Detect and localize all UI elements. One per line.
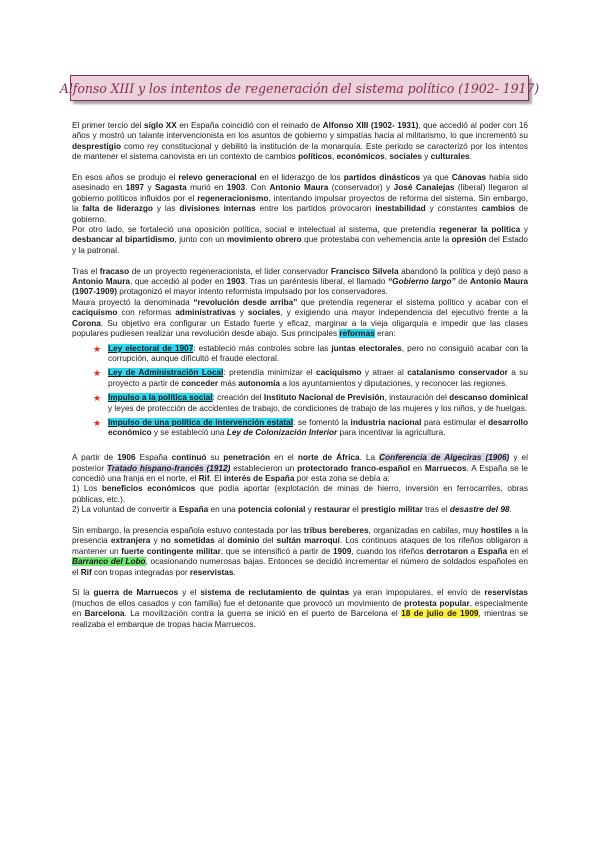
paragraph: 1) Los beneficios económicos que podía aportar (explotación de minas de hierro, inversión en ferrocarriles, obras públicas, etc.). (72, 484, 528, 504)
list-item (93, 393, 529, 414)
page-title: Alfonso XIII y los intentos de regeneración del sistema político (1902- 1917) (59, 80, 540, 96)
title-box (59, 75, 540, 101)
paragraph: Tras el fracaso de un proyecto regeneracionista, el líder conservador Francisco Silvela abandonó la política y dejó paso a Antonio Maura, que accedió al poder en 1903. Tras un paréntesis liberal, el llamado “Gobierno largo” de Antonio Maura (1907-1909) protagonizó el mayor intento reformista impulsado por los conservadores. (72, 266, 529, 297)
paragraph: Sin embargo, la presencia española estuvo contestada por las tribus bereberes, organizadas en cabilas, muy hostiles a la presencia extranjera y no sometidas al dominio del sultán marroquí. Los continuos ataques de los rifeños obligaron a mantener un fuerte contingente militar, que se intensificó a partir de 1909, cuando los rifeños derrotaron a España en el Barranco del Lobo, ocasionando numerosas bajas. Entonces se decidió incrementar el número de soldados españoles en el Rif con tropas integradas por reservistas. (72, 525, 529, 577)
paragraph: 2) La voluntad de convertir a España en una potencia colonial y restaurar el prestigio militar tras el desastre del 98. (72, 505, 512, 515)
list-item-text: Impulso de una política de intervención estatal: se fomentó la industria nacional para estimular el desarrollo económico y se estableció una Ley de Colonización Interior para incentivar la agricultura. (108, 417, 528, 438)
document-body (72, 121, 528, 630)
list-item-text: Impulso a la política social: creación del Instituto Nacional de Previsión, instauración del descanso dominical y leyes de protección de accidentes de trabajo, de condiciones de trabajo de las mujeres y los niños, y de huelgas. (108, 393, 529, 413)
red-star-icon: ★ (93, 393, 102, 404)
paragraph: Por otro lado, se fortaleció una oposición política, social e intelectual al sistema, que pretendía regenerar la política y desbancar al bipartidismo, junto con un movimiento obrero que protestaba con vehemencia ante la opresión del Estado y la patronal. (72, 225, 528, 255)
paragraph: El primer tercio del siglo XX en España coincidió con el reinado de Alfonso XIII (1902- 1931), que accedió al poder con 16 años y mostró un talante intervencionista en los asuntos de gobierno y simpatías hacia al militarismo, lo que incrementó su desprestigio como rey constitucional y debilitó la institución de la monarquía. Este periodo se caracterizó por los intentos de mantener el sistema canovista en un contexto de cambios políticos, económicos, sociales y culturales. (72, 121, 528, 162)
paragraph: Maura proyectó la denominada “revolución desde arriba” que pretendía regenerar el sistema político y acabar con el caciquismo con reformas administrativas y sociales, y exigiendo una mayor independencia del ejecutivo frente a la Corona. Su objetivo era configurar un Estado fuerte y eficaz, marginar a la vieja oligarquía e impedir que las clases populares pudiesen realizar una revolución desde abajo. Sus principales reformas eran: (72, 297, 528, 339)
list-item-text: Ley de Administración Local: pretendía minimizar el caciquismo y atraer al catalanismo conservador a su proyecto a partir de conceder más autonomía a los ayuntamientos y diputaciones, y reconocer las regiones. (108, 368, 529, 388)
red-star-icon: ★ (93, 417, 102, 428)
red-star-icon: ★ (93, 368, 102, 379)
reforms-list (72, 344, 528, 439)
red-star-icon: ★ (93, 343, 102, 354)
list-item (93, 417, 528, 439)
list-item-text: Ley electoral de 1907: estableció más controles sobre las juntas electorales, pero no consiguió acabar con la corrupción, aunque dificultó el fraude electoral. (108, 343, 528, 363)
list-item (93, 368, 529, 389)
list-item (93, 343, 528, 365)
paragraph: En esos años se produjo el relevo generacional en el liderazgo de los partidos dinásticos ya que Cánovas había sido asesinado en 1897 y Sagasta murió en 1903. Con Antonio Maura (conservador) y José Canalejas (liberal) llegaron al gobierno políticos influidos por el regeneracionismo, intentando impulsar proyectos de reforma del sistema. Sin embargo, la falta de liderazgo y las divisiones internas entre los partidos provocaron inestabilidad y constantes cambios de gobierno. (72, 173, 529, 224)
paragraph: Si la guerra de Marruecos y el sistema de reclutamiento de quintas ya eran impopulares, el envío de reservistas (muchos de ellos casados y con familia) fue el detonante que provocó un movimiento de protesta popular, especialmente en Barcelona. La movilización contra la guerra se inició en el puerto de Barcelona el 18 de julio de 1909, mientras se realizaba el embarque de tropas hacia Marruecos. (72, 588, 528, 629)
paragraph: A partir de 1906 España continuó su penetración en el norte de África. La Conferencia de Algeciras (1906) y el posterior Tratado hispano-francés (1912) establecieron un protectorado franco-español en Marruecos. A España se le concedió una franja en el norte, el Rif. El interés de España por esta zona se debía a: (72, 453, 528, 483)
